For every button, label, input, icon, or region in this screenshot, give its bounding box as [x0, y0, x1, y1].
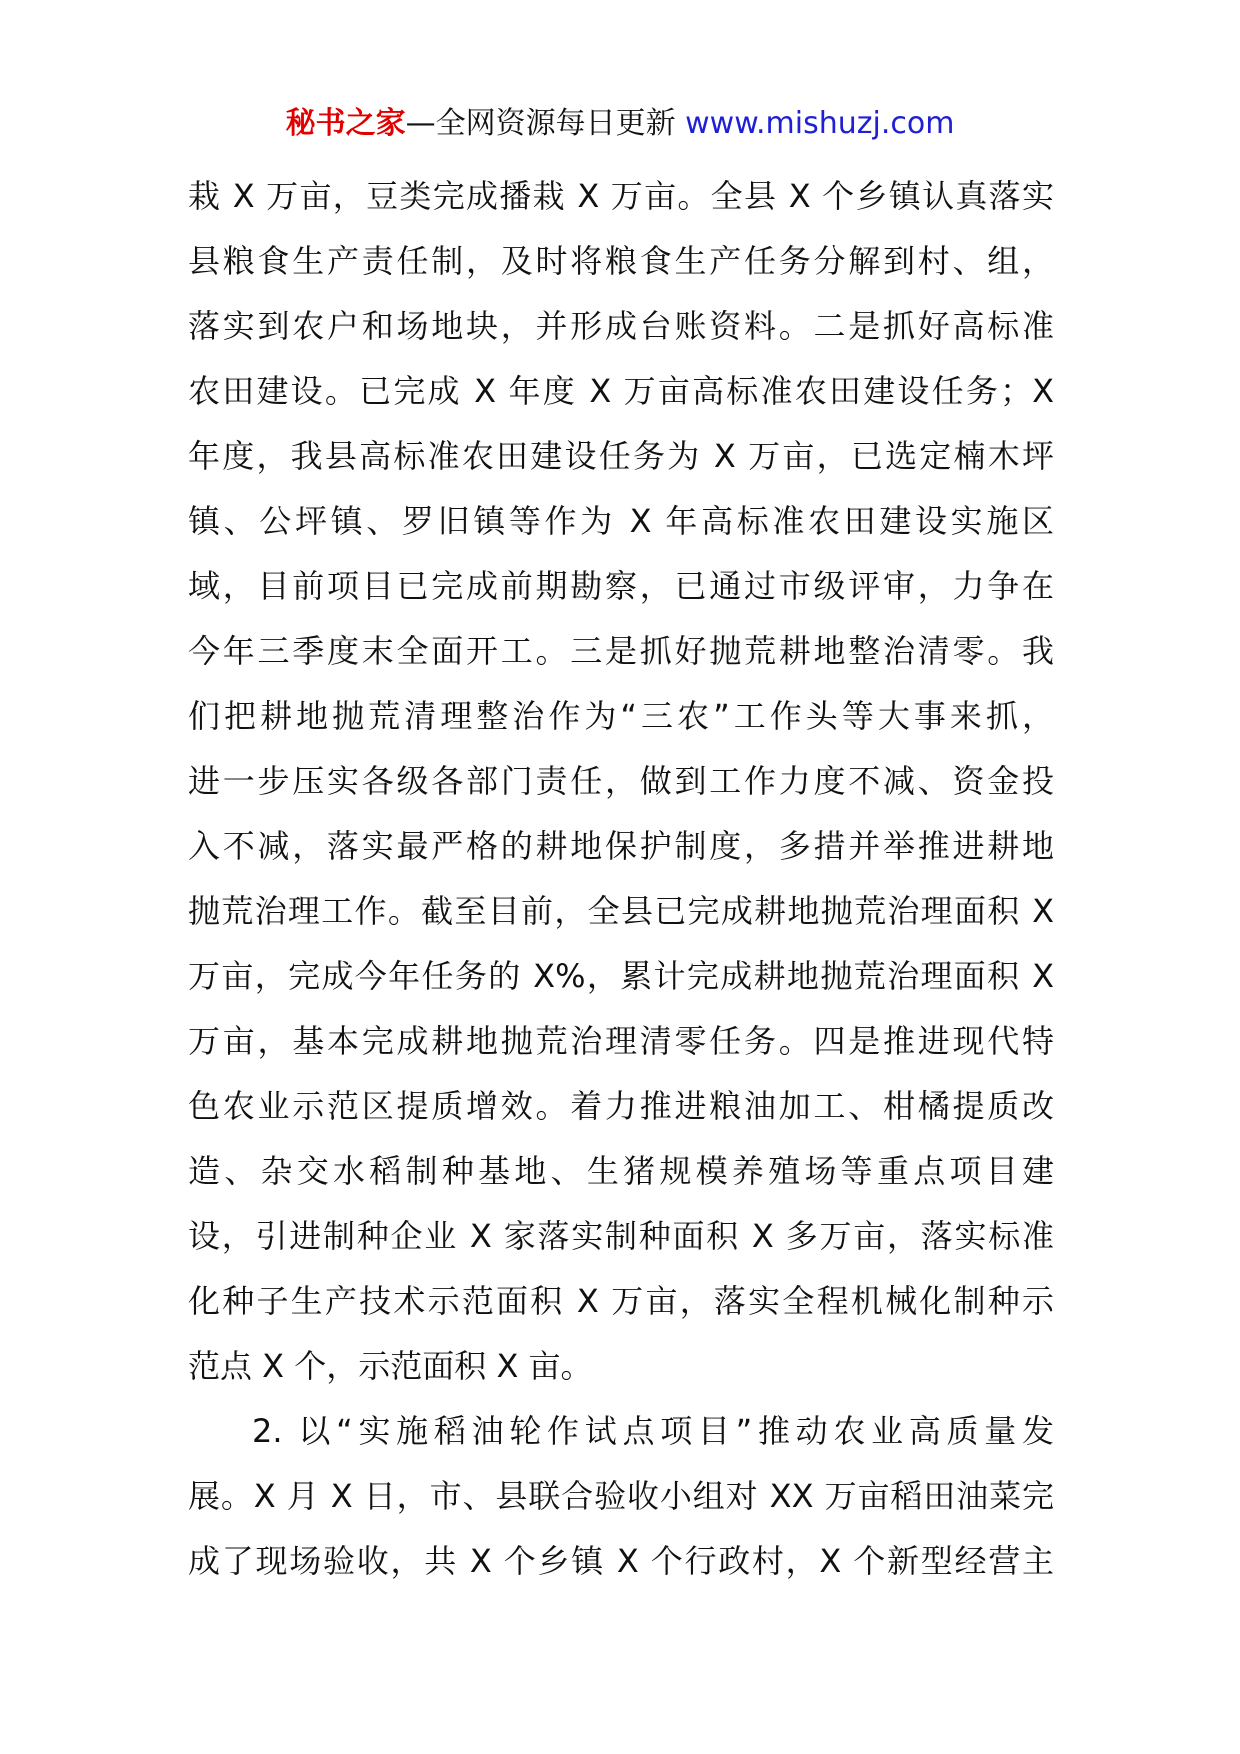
text-line: 今年三季度末全面开工。三是抓好抛荒耕地整治清零。我	[188, 632, 1054, 670]
text-line: 抛荒治理工作。截至目前，全县已完成耕地抛荒治理面积 X	[188, 892, 1054, 930]
text-line: 造、杂交水稻制种基地、生猪规模养殖场等重点项目建	[188, 1152, 1054, 1190]
text-line: 进一步压实各级各部门责任，做到工作力度不减、资金投	[188, 762, 1054, 800]
text-line: 2. 以“实施稻油轮作试点项目”推动农业高质量发	[252, 1412, 1054, 1450]
header-url-link[interactable]: www.mishuzj.com	[685, 106, 955, 141]
text-line: 色农业示范区提质增效。着力推进粮油加工、柑橘提质改	[188, 1087, 1054, 1125]
text-line: 展。X 月 X 日，市、县联合验收小组对 XX 万亩稻田油菜完	[188, 1477, 1054, 1515]
header-brand: 秘书之家	[285, 106, 406, 141]
text-line: 栽 X 万亩，豆类完成播栽 X 万亩。全县 X 个乡镇认真落实	[188, 177, 1054, 215]
text-line: 落实到农户和场地块，并形成台账资料。二是抓好高标准	[188, 307, 1054, 345]
text-line: 县粮食生产责任制，及时将粮食生产任务分解到村、组，	[188, 242, 1054, 280]
header-slogan: —全网资源每日更新	[405, 106, 676, 141]
body-text	[188, 164, 1054, 1594]
text-line: 设，引进制种企业 X 家落实制种面积 X 多万亩，落实标准	[188, 1217, 1054, 1255]
text-line: 万亩，完成今年任务的 X%，累计完成耕地抛荒治理面积 X	[188, 957, 1054, 995]
text-line: 入不减，落实最严格的耕地保护制度，多措并举推进耕地	[188, 827, 1054, 865]
text-line: 镇、公坪镇、罗旧镇等作为 X 年高标准农田建设实施区	[188, 502, 1054, 540]
text-line: 范点 X 个，示范面积 X 亩。	[188, 1347, 593, 1385]
page-header	[0, 102, 1240, 146]
text-line: 化种子生产技术示范面积 X 万亩，落实全程机械化制种示	[188, 1282, 1054, 1320]
paragraph-1	[188, 164, 1054, 1399]
text-line: 农田建设。已完成 X 年度 X 万亩高标准农田建设任务；X	[188, 372, 1054, 410]
paragraph-2	[188, 1399, 1054, 1594]
text-line: 们把耕地抛荒清理整治作为“三农”工作头等大事来抓，	[188, 697, 1054, 735]
text-line: 域，目前项目已完成前期勘察，已通过市级评审，力争在	[188, 567, 1054, 605]
text-line: 万亩，基本完成耕地抛荒治理清零任务。四是推进现代特	[188, 1022, 1054, 1060]
text-line: 成了现场验收，共 X 个乡镇 X 个行政村，X 个新型经营主	[188, 1542, 1054, 1580]
text-line: 年度，我县高标准农田建设任务为 X 万亩，已选定楠木坪	[188, 437, 1054, 475]
